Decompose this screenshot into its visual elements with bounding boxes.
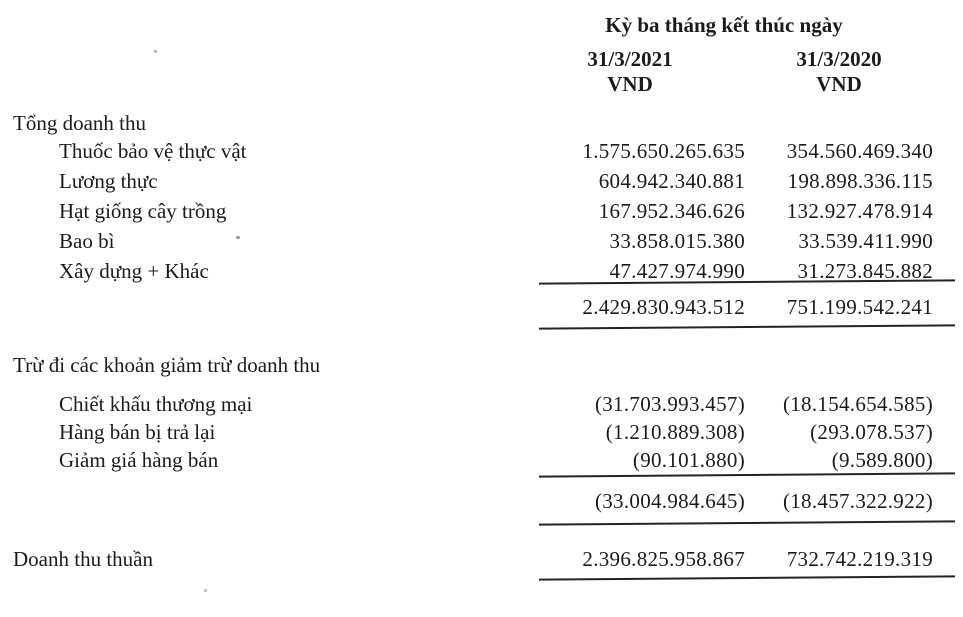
table-row [13, 418, 933, 446]
value-2020: 198.898.336.115 [787, 169, 933, 193]
subtotal-2021: 2.429.830.943.512 [582, 295, 745, 319]
row-label: Hạt giống cây trồng [59, 199, 227, 223]
subtotal-2020: (18.457.322.922) [782, 489, 933, 513]
section-title-revenue-deductions: Trừ đi các khoản giảm trừ doanh thu [13, 353, 321, 377]
value-2021: 167.952.346.626 [598, 199, 745, 223]
table-row [13, 226, 933, 256]
value-2020: 31.273.845.882 [797, 259, 933, 283]
period-header: Kỳ ba tháng kết thúc ngày [605, 13, 843, 37]
table-row [13, 136, 933, 166]
value-2020: (293.078.537) [810, 420, 933, 444]
table-header-dates [13, 46, 933, 72]
total-2020: 732.742.219.319 [786, 547, 933, 571]
row-label: Giảm giá hàng bán [59, 448, 219, 472]
row-label: Chiết khấu thương mại [59, 392, 253, 416]
table-header-currency [13, 72, 933, 96]
total-row [13, 546, 933, 572]
column-header-currency-2021: VND [607, 72, 653, 96]
value-2021: (90.101.880) [632, 448, 745, 472]
value-2021: 1.575.650.265.635 [582, 139, 745, 163]
value-2021: 33.858.015.380 [609, 229, 745, 253]
row-label: Xây dựng + Khác [59, 259, 209, 283]
value-2020: 33.539.411.990 [798, 229, 933, 253]
subtotal-2020: 751.199.542.241 [786, 295, 933, 319]
value-2020: 354.560.469.340 [786, 139, 933, 163]
scan-artifact-dot [154, 50, 157, 53]
column-header-date-2020: 31/3/2020 [796, 47, 882, 71]
table-row [13, 166, 933, 196]
row-label: Hàng bán bị trả lại [59, 420, 216, 444]
total-label: Doanh thu thuần [13, 547, 153, 571]
scan-artifact-dot [236, 236, 240, 239]
value-2020: (18.154.654.585) [782, 392, 933, 416]
table-row [13, 390, 933, 418]
value-2021: (1.210.889.308) [605, 420, 745, 444]
value-2021: 604.942.340.881 [598, 169, 745, 193]
horizontal-rule [539, 575, 955, 580]
table-row [13, 196, 933, 226]
subtotal-row [13, 488, 933, 514]
scan-artifact-dot [204, 589, 207, 592]
column-header-date-2021: 31/3/2021 [587, 47, 673, 71]
table-header [13, 12, 933, 38]
value-2020: (9.589.800) [831, 448, 933, 472]
value-2020: 132.927.478.914 [786, 199, 933, 223]
horizontal-rule [539, 324, 955, 329]
table-row [13, 446, 933, 474]
subtotal-row [13, 294, 933, 320]
column-header-currency-2020: VND [816, 72, 862, 96]
horizontal-rule [539, 520, 955, 525]
value-2021: 47.427.974.990 [609, 259, 745, 283]
section-title-gross-revenue: Tổng doanh thu [13, 111, 146, 135]
subtotal-2021: (33.004.984.645) [594, 489, 745, 513]
row-label: Lương thực [59, 169, 158, 193]
value-2021: (31.703.993.457) [594, 392, 745, 416]
row-label: Thuốc bảo vệ thực vật [59, 139, 247, 163]
row-label: Bao bì [59, 229, 115, 253]
total-2021: 2.396.825.958.867 [582, 547, 745, 571]
